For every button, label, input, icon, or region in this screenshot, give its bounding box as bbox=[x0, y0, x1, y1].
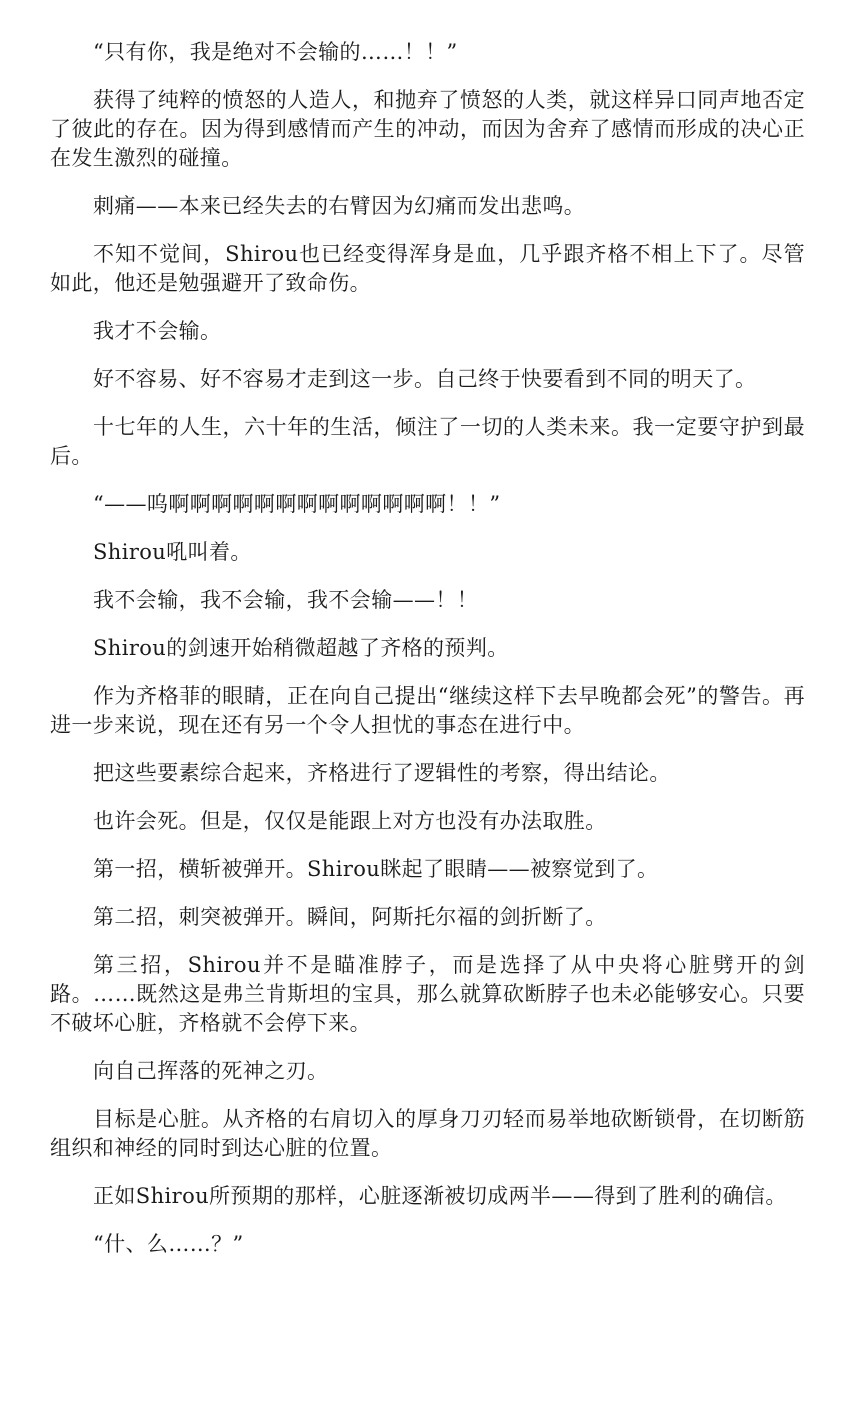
paragraph: 第一招，横斩被弹开。Shirou眯起了眼睛——被察觉到了。 bbox=[93, 857, 659, 881]
paragraph: 把这些要素综合起来，齐格进行了逻辑性的考察，得出结论。 bbox=[93, 761, 671, 785]
paragraph: 不知不觉间，Shirou也已经变得浑身是血，几乎跟齐格不相上下了。尽管如此，他还是勉强避开了致命伤。 bbox=[50, 242, 805, 295]
paragraph: 正如Shirou所预期的那样，心脏逐渐被切成两半——得到了胜利的确信。 bbox=[93, 1184, 787, 1208]
paragraph: 十七年的人生，六十年的生活，倾注了一切的人类未来。我一定要守护到最后。 bbox=[50, 415, 805, 468]
paragraph: 也许会死。但是，仅仅是能跟上对方也没有办法取胜。 bbox=[93, 809, 607, 833]
paragraph: 获得了纯粹的愤怒的人造人，和抛弃了愤怒的人类，就这样异口同声地否定了彼此的存在。因为得到感情而产生的冲动，而因为舍弃了感情而形成的决心正在发生激烈的碰撞。 bbox=[50, 88, 805, 170]
document-page bbox=[50, 38, 805, 1278]
paragraph: Shirou的剑速开始稍微超越了齐格的预判。 bbox=[93, 636, 509, 660]
paragraph: “什、么……？” bbox=[93, 1232, 244, 1256]
paragraph: 第三招，Shirou并不是瞄准脖子，而是选择了从中央将心脏劈开的剑路。……既然这是弗兰肯斯坦的宝具，那么就算砍断脖子也未必能够安心。只要不破坏心脏，齐格就不会停下来。 bbox=[50, 953, 805, 1035]
paragraph: 我不会输，我不会输，我不会输——！！ bbox=[93, 588, 479, 612]
paragraph: 刺痛——本来已经失去的右臂因为幻痛而发出悲鸣。 bbox=[93, 194, 586, 218]
paragraph: 我才不会输。 bbox=[93, 319, 222, 343]
paragraph: 第二招，刺突被弹开。瞬间，阿斯托尔福的剑折断了。 bbox=[93, 905, 607, 929]
paragraph: 向自己挥落的死神之刃。 bbox=[93, 1059, 329, 1083]
paragraph: 好不容易、好不容易才走到这一步。自己终于快要看到不同的明天了。 bbox=[93, 367, 757, 391]
paragraph: “只有你，我是绝对不会输的……！！” bbox=[93, 40, 458, 64]
paragraph: Shirou吼叫着。 bbox=[93, 540, 252, 564]
paragraph: 目标是心脏。从齐格的右肩切入的厚身刀刃轻而易举地砍断锁骨，在切断筋组织和神经的同时到达心脏的位置。 bbox=[50, 1107, 805, 1160]
paragraph: “——呜啊啊啊啊啊啊啊啊啊啊啊啊啊！！” bbox=[93, 492, 501, 516]
paragraph: 作为齐格菲的眼睛，正在向自己提出“继续这样下去早晚都会死”的警告。再进一步来说，现在还有另一个令人担忧的事态在进行中。 bbox=[50, 684, 805, 737]
